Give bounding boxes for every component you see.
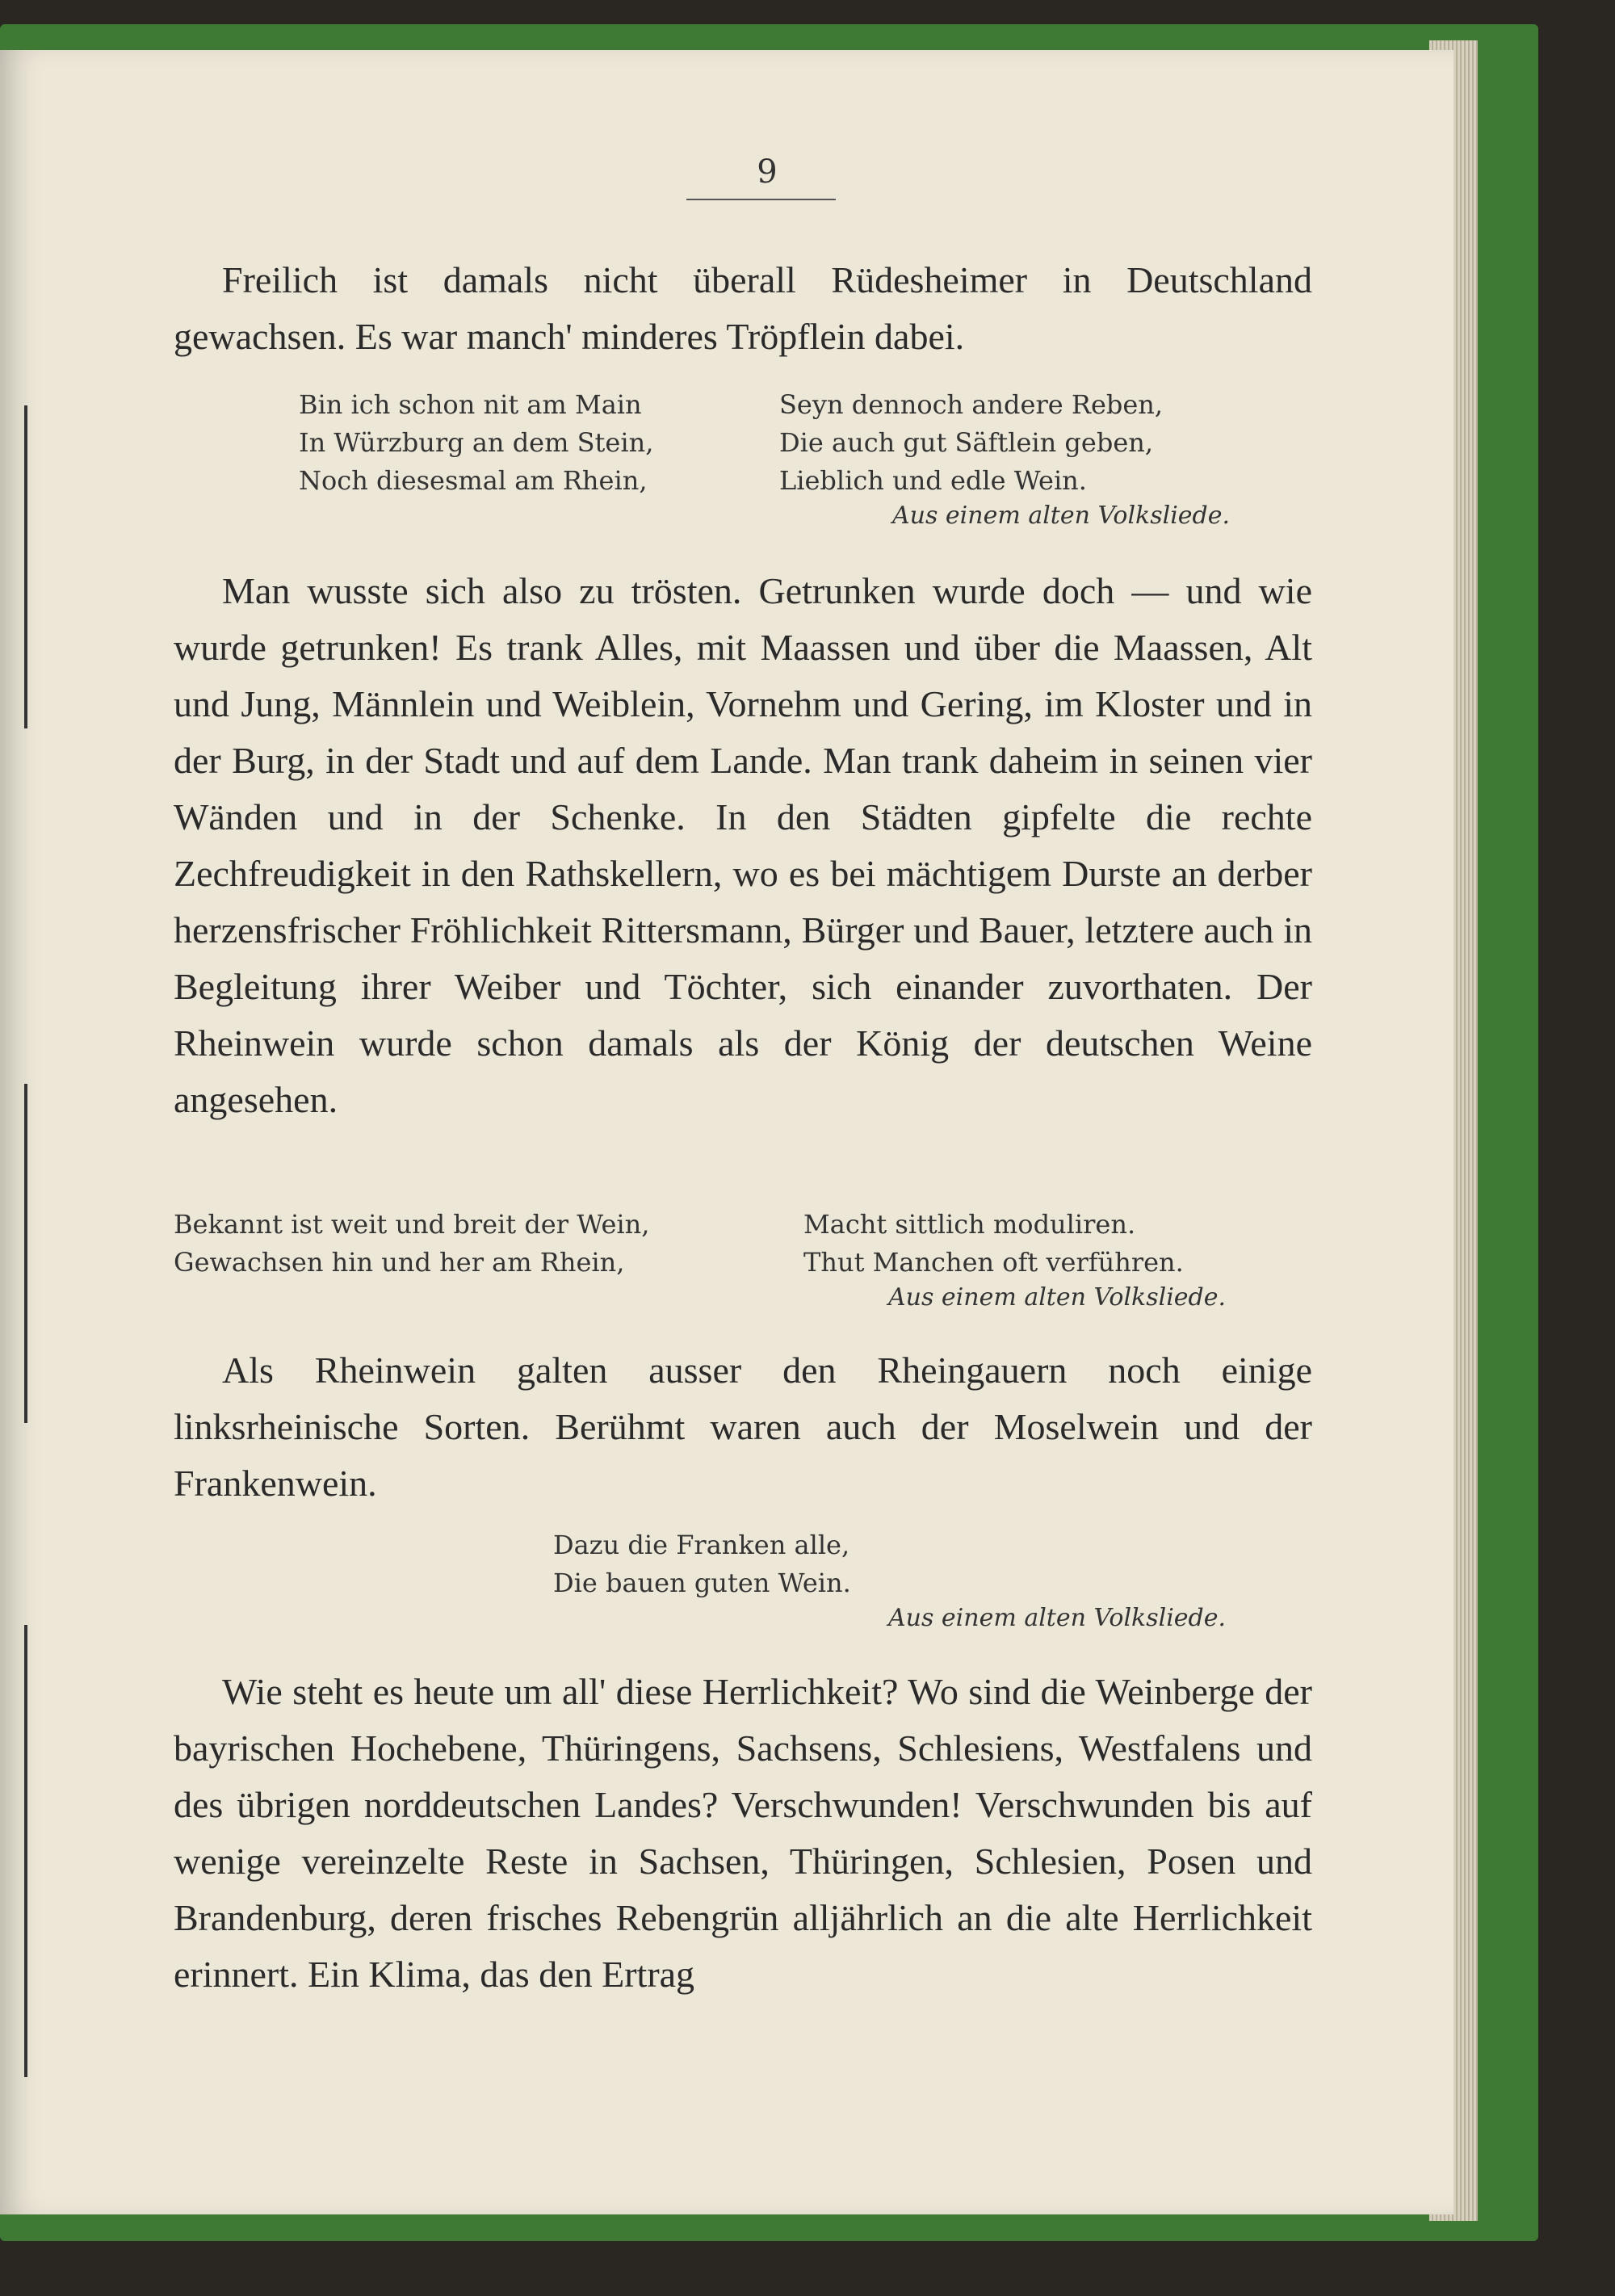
verse-line: Die auch gut Säftlein geben, xyxy=(779,427,1154,458)
paragraph-3 xyxy=(174,1342,1312,1512)
verse-line: Lieblich und edle Wein. xyxy=(779,465,1087,496)
verse-3-lines xyxy=(553,1526,851,1602)
verse-line: Noch diesesmal am Rhein, xyxy=(299,465,648,496)
verse-1-left xyxy=(299,386,653,500)
gutter-shadow xyxy=(24,1084,27,1423)
verse-line: Thut Manchen oft verführen. xyxy=(803,1247,1184,1278)
verse-line: In Würzburg an dem Stein, xyxy=(299,427,654,458)
verse-block-3 xyxy=(174,1526,1312,1639)
verse-attribution: Aus einem alten Volksliede. xyxy=(888,1604,1227,1632)
paragraph-text: Wie steht es heute um all' diese Herrlichkeit? Wo sind die Weinberge der bayrischen Hochebene, Thüringens, Sachsens, Schlesiens, Westfalens und des übrigen norddeutschen Landes? Verschwunden! Verschwunden bis auf wenige vereinzelte Reste in Sachsen, Thüringen, Schlesien, Posen und Brandenburg, deren frisches Rebengrün alljährlich an die alte Herrlichkeit erinnert. Ein Klima, das den Ertrag xyxy=(174,1671,1312,1995)
verse-line: Bekannt ist weit und breit der Wein, xyxy=(174,1209,650,1240)
verse-attribution: Aus einem alten Volksliede. xyxy=(888,1283,1227,1312)
verse-1-right xyxy=(779,386,1163,500)
verse-line: Bin ich schon nit am Main xyxy=(299,389,642,420)
verse-block-2 xyxy=(174,1206,1312,1311)
page-number-rule xyxy=(686,199,836,200)
paragraph-text: Freilich ist damals nicht überall Rüdesheimer in Deutschland gewachsen. Es war manch' minderes Tröpflein dabei. xyxy=(174,259,1312,357)
verse-line: Macht sittlich moduliren. xyxy=(803,1209,1136,1240)
verse-line: Seyn dennoch andere Reben, xyxy=(779,389,1164,420)
verse-attribution: Aus einem alten Volksliede. xyxy=(892,502,1231,530)
gutter-shadow xyxy=(24,405,27,728)
verse-line: Gewachsen hin und her am Rhein, xyxy=(174,1247,625,1278)
paragraph-2 xyxy=(174,563,1312,1128)
gutter-shadow xyxy=(24,1625,27,2077)
verse-block-1 xyxy=(174,386,1312,548)
paragraph-text: Als Rheinwein galten ausser den Rheingauern noch einige linksrheinische Sorten. Berühmt waren auch der Moselwein und der Frankenwein. xyxy=(174,1349,1312,1504)
verse-2-left xyxy=(174,1206,649,1282)
paragraph-text: Man wusste sich also zu trösten. Getrunken wurde doch — und wie wurde getrunken! Es trank Alles, mit Maassen und über die Maassen, Alt und Jung, Männlein und Weiblein, Vornehm und Gering, im Kloster und in der Burg, in der Stadt und auf dem Lande. Man trank daheim in seinen vier Wänden und in der Schenke. In den Städten gipfelte die rechte Zechfreudigkeit in den Rathskellern, wo es bei mächtigem Durste an derber herzensfrischer Fröhlichkeit Rittersmann, Bürger und Bauer, letztere auch in Begleitung ihrer Weiber und Töchter, sich einander zuvorthaten. Der Rheinwein wurde schon damals als der König der deutschen Weine angesehen. xyxy=(174,570,1312,1120)
paragraph-4 xyxy=(174,1664,1312,2003)
verse-2-right xyxy=(803,1206,1184,1282)
verse-line: Die bauen guten Wein. xyxy=(553,1568,851,1598)
verse-line: Dazu die Franken alle, xyxy=(553,1530,850,1560)
page-number: 9 xyxy=(757,153,778,191)
paragraph-1 xyxy=(174,252,1312,365)
